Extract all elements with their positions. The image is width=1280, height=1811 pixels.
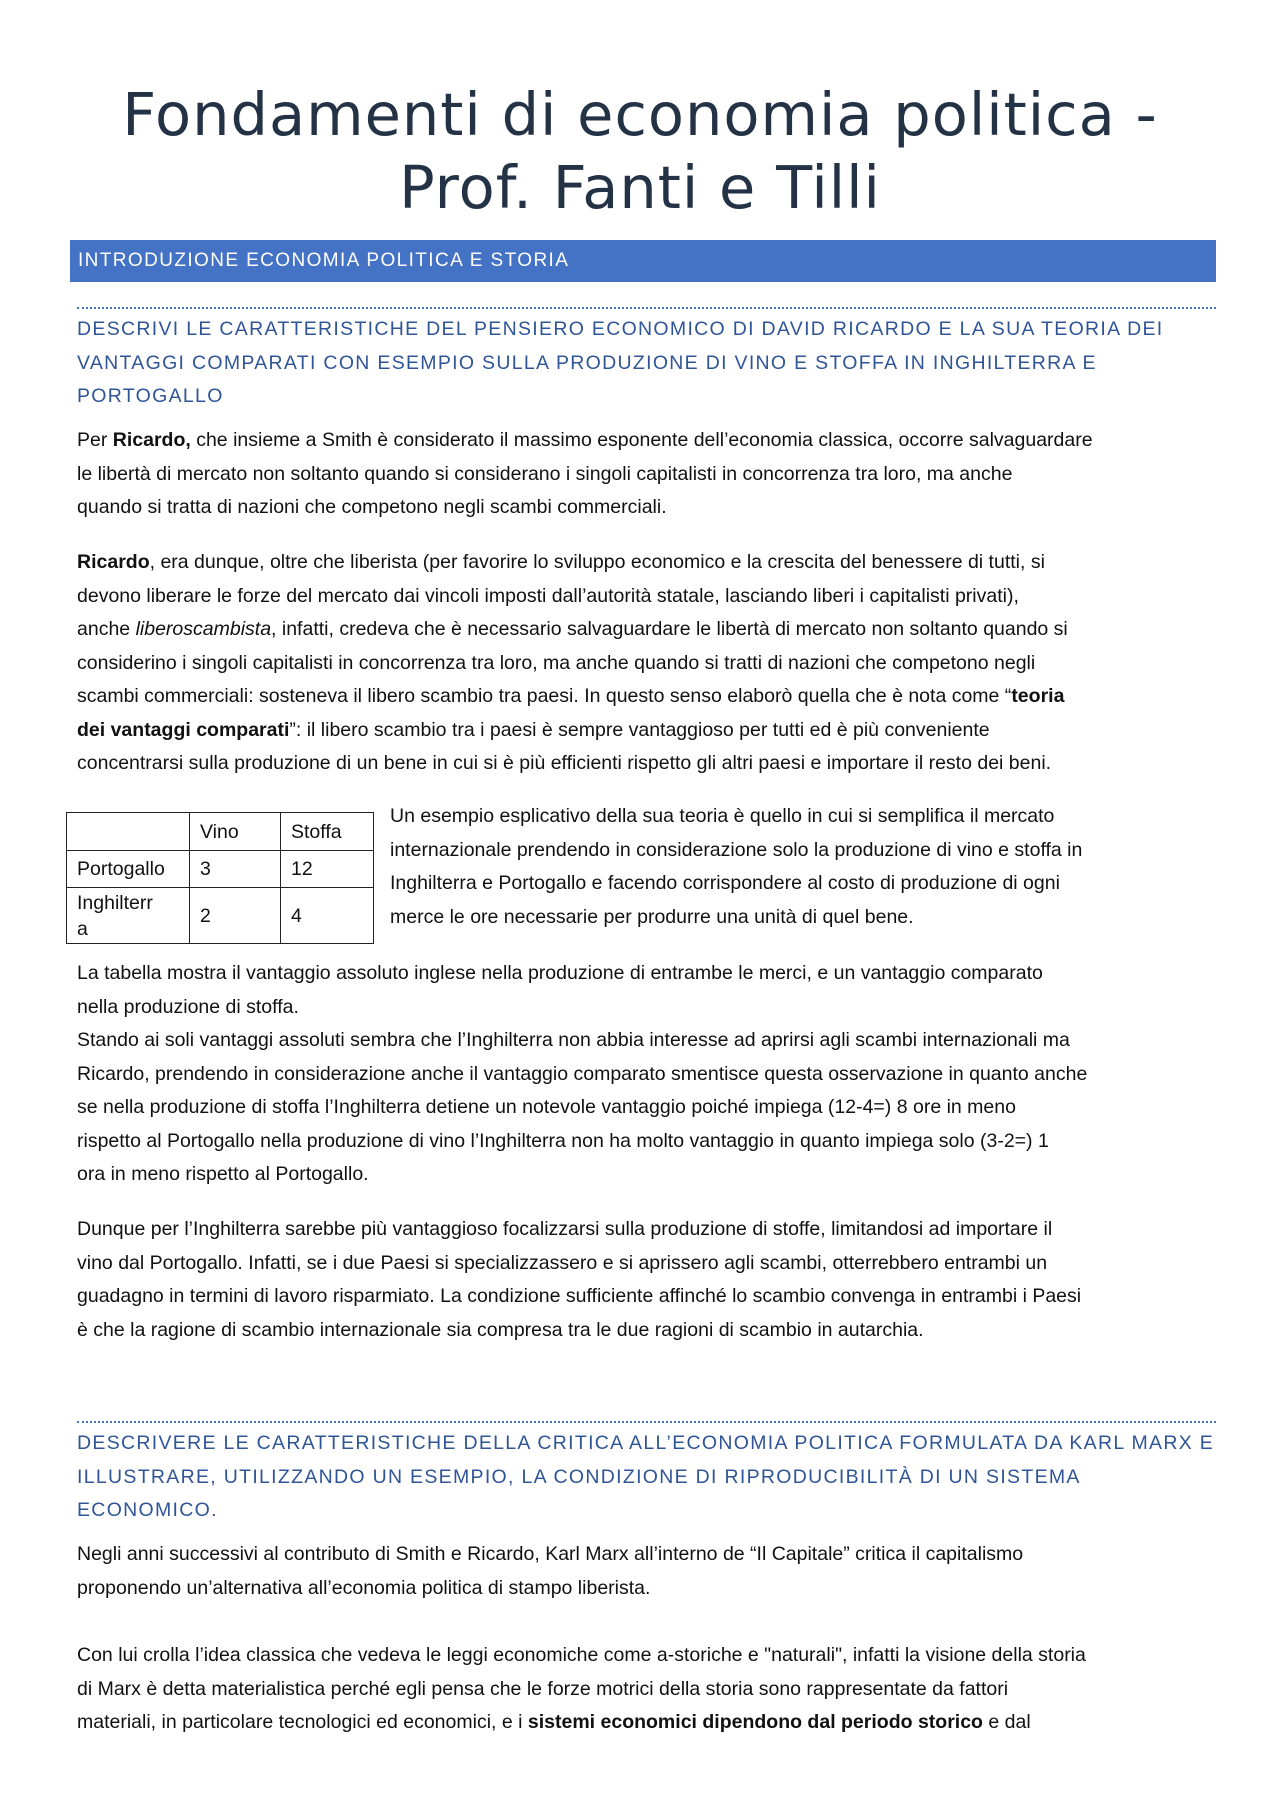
cell-text-line: a — [77, 917, 88, 940]
heading-line: VANTAGGI COMPARATI CON ESEMPIO SULLA PRODUZIONE DI VINO E STOFFA IN INGHILTERRA E — [77, 351, 1097, 374]
paragraph-line — [77, 680, 1212, 714]
paragraph-line — [77, 613, 1212, 647]
paragraph-line: vino dal Portogallo. Infatti, se i due Paesi si specializzassero e si aprissero agli scambi, otterrebbero entrambi un — [77, 1251, 1048, 1274]
paragraph-line: rispetto al Portogallo nella produzione di vino l’Inghilterra non ha molto vantaggio in quanto impiega solo (3-2=) 1 — [77, 1129, 1049, 1152]
table-cell: 3 — [190, 851, 281, 888]
bold-run: Ricardo — [77, 551, 150, 573]
table-header-cell — [67, 813, 190, 851]
paragraph-line: La tabella mostra il vantaggio assoluto inglese nella produzione di entrambe le merci, e un vantaggio comparato — [77, 962, 1043, 984]
section2-paragraph-1 — [77, 1538, 1212, 1605]
text-run: ”: il libero scambio tra i paesi è sempre vantaggioso per tutti ed è più conveniente — [289, 718, 990, 741]
paragraph-line: Negli anni successivi al contributo di Smith e Ricardo, Karl Marx all’interno de “Il Capitale” critica il capitalismo — [77, 1543, 1024, 1565]
heading-line: DESCRIVERE LE CARATTERISTICHE DELLA CRITICA ALL’ECONOMIA POLITICA FORMULATA DA KARL MARX E — [77, 1432, 1215, 1454]
text-run: scambi commerciali: sosteneva il libero scambio tra paesi. In questo senso elaborò quella che è nota come “ — [77, 685, 1012, 707]
table-cell — [67, 888, 190, 944]
paragraph-line: merce le ore necessarie per produrre una unità di quel bene. — [390, 905, 914, 928]
paragraph-line — [77, 546, 1212, 580]
text-run: Per — [77, 429, 113, 451]
paragraph-line: le libertà di mercato non soltanto quando si considerano i singoli capitalisti in concorrenza tra loro, ma anche — [77, 462, 1013, 485]
paragraph-line — [77, 424, 1212, 458]
paragraph-line: se nella produzione di stoffa l’Inghilterra detiene un notevole vantaggio poiché impiega (12-4=) 8 ore in meno — [77, 1096, 1016, 1118]
section1-paragraph-3 — [390, 800, 1212, 934]
section-banner: INTRODUZIONE ECONOMIA POLITICA E STORIA — [70, 240, 1216, 282]
paragraph-line: Dunque per l’Inghilterra sarebbe più vantaggioso focalizzarsi sulla produzione di stoffe, limitandosi ad importare il — [77, 1218, 1053, 1240]
table-header-cell: Vino — [190, 813, 281, 851]
paragraph-line: Ricardo, prendendo in considerazione anche il vantaggio comparato smentisce questa osservazione in quanto anche — [77, 1062, 1088, 1085]
paragraph-line: concentrarsi sulla produzione di un bene in cui si è più efficienti rispetto gli altri paesi e importare il resto dei beni. — [77, 752, 1052, 774]
bold-run: teoria — [1011, 685, 1065, 707]
text-run: e dal — [982, 1711, 1031, 1733]
heading-line: ILLUSTRARE, UTILIZZANDO UN ESEMPIO, LA CONDIZIONE DI RIPRODUCIBILITÀ DI UN SISTEMA — [77, 1465, 1081, 1488]
paragraph-line: considerino i singoli capitalisti in concorrenza tra loro, ma anche quando si tratti di nazioni che competono negli — [77, 651, 1036, 674]
section2-heading — [77, 1421, 1216, 1528]
table-cell: 2 — [190, 888, 281, 944]
table-cell: 12 — [281, 851, 374, 888]
title-line-1: Fondamenti di economia politica - — [122, 80, 1158, 149]
table-header-row — [67, 813, 374, 851]
section1-heading — [77, 307, 1216, 414]
text-run: anche — [77, 618, 136, 640]
paragraph-line — [77, 714, 1212, 748]
heading-line: ECONOMICO. — [77, 1499, 218, 1521]
document-title — [70, 78, 1210, 224]
paragraph-line: Stando ai soli vantaggi assoluti sembra che l’Inghilterra non abbia interesse ad aprirsi agli scambi internazionali ma — [77, 1029, 1070, 1051]
text-run: , era dunque, oltre che liberista (per favorire lo sviluppo economico e la crescita del benessere di tutti, si — [149, 551, 1045, 573]
heading-line: DESCRIVI LE CARATTERISTICHE DEL PENSIERO ECONOMICO DI DAVID RICARDO E LA SUA TEORIA DEI — [77, 318, 1164, 340]
section1-paragraph-5 — [77, 1213, 1212, 1347]
paragraph-line: proponendo un’alternativa all’economia politica di stampo liberista. — [77, 1576, 651, 1599]
paragraph-line: devono liberare le forze del mercato dai vincoli imposti dall’autorità statale, lasciando liberi i capitalisti privati), — [77, 584, 1019, 607]
table-header-cell: Stoffa — [281, 813, 374, 851]
text-run: , infatti, credeva che è necessario salvaguardare le libertà di mercato non soltanto quando si — [271, 618, 1068, 640]
paragraph-line: è che la ragione di scambio internazionale sia compresa tra le due ragioni di scambio in autarchia. — [77, 1318, 924, 1341]
heading-line: PORTOGALLO — [77, 385, 224, 407]
section2-paragraph-2 — [77, 1639, 1212, 1740]
section1-paragraph-2 — [77, 546, 1212, 781]
section1-paragraph-4 — [77, 957, 1212, 1192]
table-cell: Portogallo — [67, 851, 190, 888]
table-cell: 4 — [281, 888, 374, 944]
text-run: che insieme a Smith è considerato il massimo esponente dell’economia classica, occorre salvaguardare — [190, 429, 1093, 451]
bold-run: Ricardo, — [112, 429, 191, 451]
title-line-2: Prof. Fanti e Tilli — [399, 153, 881, 222]
bold-run: sistemi economici dipendono dal periodo storico — [527, 1711, 983, 1733]
italic-run: liberoscambista — [135, 618, 272, 640]
section1-paragraph-1 — [77, 424, 1212, 525]
paragraph-line: internazionale prendendo in considerazione solo la produzione di vino e stoffa in — [390, 838, 1083, 861]
bold-run: dei vantaggi comparati — [77, 718, 290, 741]
paragraph-line: guadagno in termini di lavoro risparmiato. La condizione sufficiente affinché lo scambio convenga in entrambi i Paesi — [77, 1285, 1082, 1307]
table-row — [67, 851, 374, 888]
paragraph-line: Con lui crolla l’idea classica che vedeva le leggi economiche come a-storiche e "naturali", infatti la visione della storia — [77, 1644, 1086, 1666]
paragraph-line: nella produzione di stoffa. — [77, 995, 299, 1018]
paragraph-line: quando si tratta di nazioni che competono negli scambi commerciali. — [77, 496, 667, 518]
production-table — [66, 812, 374, 944]
table-row — [67, 888, 374, 944]
cell-text-line: Inghilterr — [77, 891, 153, 914]
paragraph-line: ora in meno rispetto al Portogallo. — [77, 1163, 369, 1185]
paragraph-line — [77, 1706, 1212, 1740]
paragraph-line: Inghilterra e Portogallo e facendo corrispondere al costo di produzione di ogni — [390, 872, 1060, 894]
paragraph-line: Un esempio esplicativo della sua teoria è quello in cui si semplifica il mercato — [390, 805, 1055, 827]
text-run: materiali, in particolare tecnologici ed economici, e i — [77, 1711, 528, 1733]
paragraph-line: di Marx è detta materialistica perché egli pensa che le forze motrici della storia sono rappresentate da fattori — [77, 1677, 1009, 1700]
